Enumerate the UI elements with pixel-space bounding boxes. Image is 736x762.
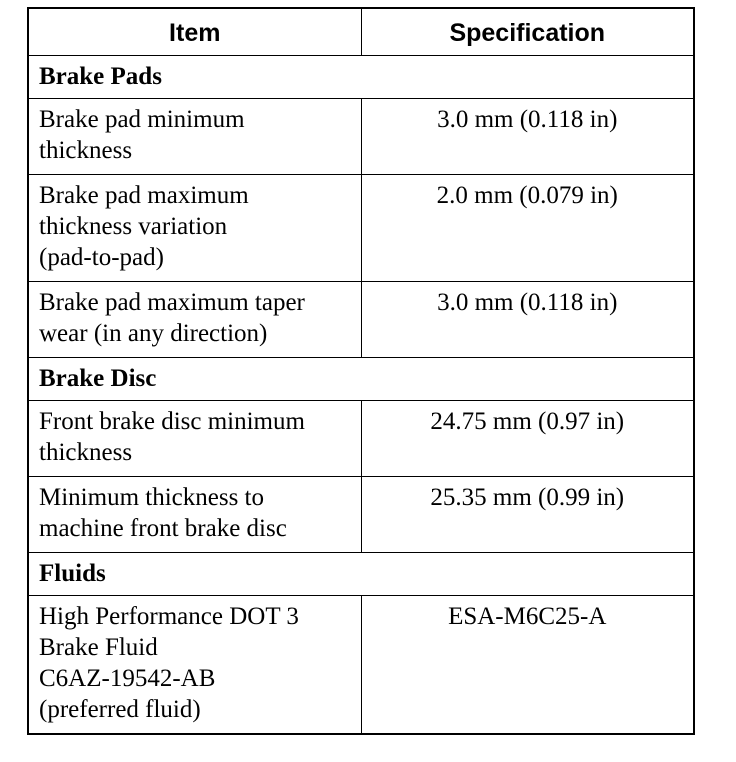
- item-text-line: Minimum thickness to: [39, 484, 264, 511]
- item-text-line: machine front brake disc: [39, 515, 287, 542]
- item-text-line: thickness: [39, 137, 133, 164]
- table-row: [28, 175, 694, 282]
- item-text-line: (preferred fluid): [39, 696, 201, 723]
- section-title-brake-disc: Brake Disc: [28, 358, 694, 401]
- item-text-line: wear (in any direction): [39, 320, 268, 347]
- section-row-brake-disc: [28, 358, 694, 401]
- item-cell: [28, 282, 361, 358]
- specification-table: [27, 7, 695, 735]
- specification-value: 3.0 mm (0.118 in): [361, 282, 694, 358]
- section-row-fluids: [28, 553, 694, 596]
- header-row: [28, 8, 694, 56]
- item-text-line: Brake Fluid: [39, 634, 158, 661]
- item-text-line: High Performance DOT 3: [39, 603, 299, 630]
- section-title-fluids: Fluids: [28, 553, 694, 596]
- item-text-line: Brake pad maximum taper: [39, 289, 305, 316]
- table-row: [28, 596, 694, 735]
- item-text-line: Front brake disc minimum: [39, 408, 305, 435]
- item-cell: [28, 477, 361, 553]
- specification-value: 24.75 mm (0.97 in): [361, 401, 694, 477]
- item-text-line: Brake pad maximum: [39, 182, 249, 209]
- table-row: [28, 282, 694, 358]
- item-cell: [28, 596, 361, 735]
- table-row: [28, 477, 694, 553]
- section-row-brake-pads: [28, 56, 694, 99]
- item-text-line: thickness: [39, 439, 133, 466]
- item-text-line: thickness variation: [39, 213, 228, 240]
- specification-value: 3.0 mm (0.118 in): [361, 99, 694, 175]
- section-title-brake-pads: Brake Pads: [28, 56, 694, 99]
- item-cell: [28, 401, 361, 477]
- item-text-line: C6AZ-19542-AB: [39, 665, 216, 692]
- specification-value: 25.35 mm (0.99 in): [361, 477, 694, 553]
- item-cell: [28, 175, 361, 282]
- item-cell: [28, 99, 361, 175]
- table-row: [28, 99, 694, 175]
- specification-value: ESA-M6C25-A: [361, 596, 694, 735]
- table-row: [28, 401, 694, 477]
- column-header-item: Item: [28, 8, 361, 56]
- column-header-specification: Specification: [361, 8, 694, 56]
- specification-value: 2.0 mm (0.079 in): [361, 175, 694, 282]
- item-text-line: Brake pad minimum: [39, 106, 245, 133]
- item-text-line: (pad-to-pad): [39, 244, 164, 271]
